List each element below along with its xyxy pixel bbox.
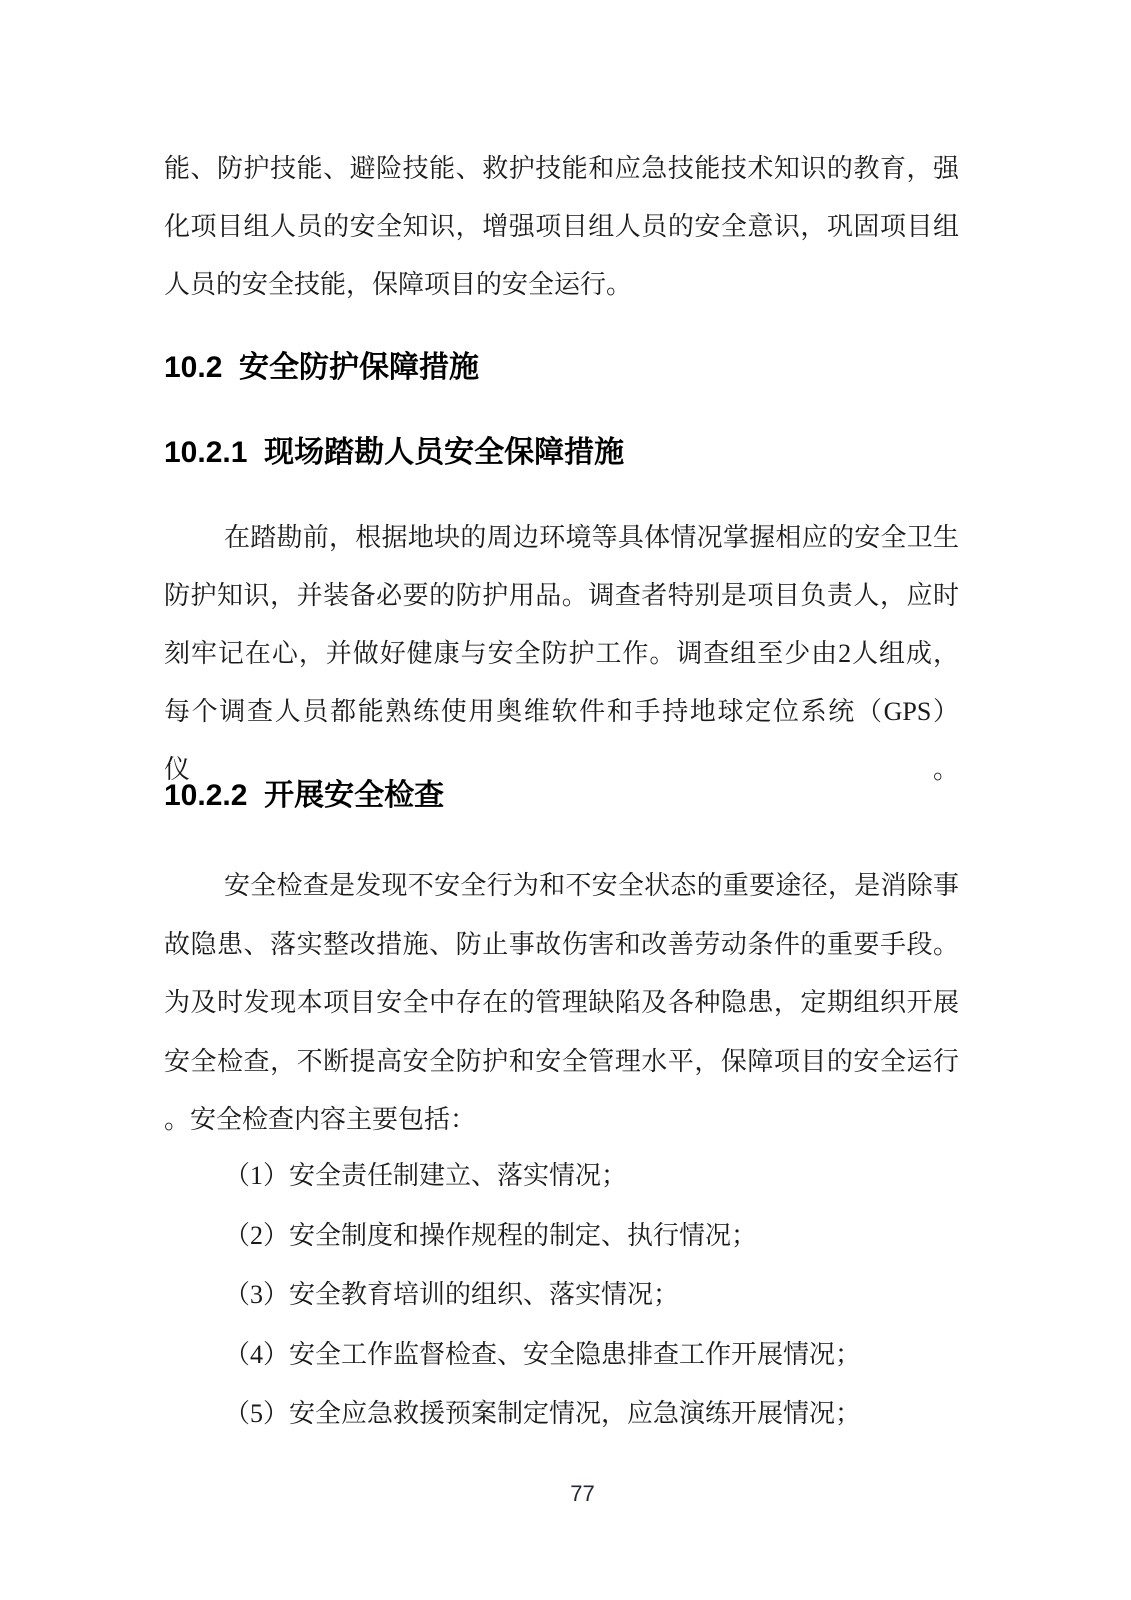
- paragraph-line: 安全检查，不断提高安全防护和安全管理水平，保障项目的安全运行: [164, 1046, 959, 1076]
- paragraph-line: 每个调查人员都能熟练使用奥维软件和手持地球定位系统（GPS）仪。: [164, 697, 959, 784]
- paragraph-line: 刻牢记在心，并做好健康与安全防护工作。调查组至少由2人组成，: [164, 639, 959, 668]
- paragraph-line: 为及时发现本项目安全中存在的管理缺陷及各种隐患，定期组织开展: [164, 988, 959, 1017]
- paragraph-10-2-2: [164, 857, 959, 1150]
- paragraph-line: 。安全检查内容主要包括：: [164, 1105, 477, 1134]
- paragraph-continuation: [164, 140, 959, 314]
- section-heading-10-2-2: 10.2.2 开展安全检查: [164, 779, 445, 812]
- paragraph-line: 化项目组人员的安全知识，增强项目组人员的安全意识，巩固项目组: [164, 212, 959, 241]
- paragraph-line: 在踏勘前，根据地块的周边环境等具体情况掌握相应的安全卫生: [224, 523, 959, 552]
- section-heading-10-2-1: 10.2.1 现场踏勘人员安全保障措施: [164, 436, 625, 469]
- checklist-item: （5）安全应急救援预案制定情况，应急演练开展情况；: [224, 1399, 862, 1428]
- checklist-item: （4）安全工作监督检查、安全隐患排查工作开展情况；: [224, 1339, 862, 1369]
- paragraph-line: 故隐患、落实整改措施、防止事故伤害和改善劳动条件的重要手段。: [164, 929, 959, 959]
- checklist-item: （3）安全教育培训的组织、落实情况；: [224, 1280, 680, 1309]
- page-number: 77: [570, 1481, 595, 1506]
- checklist-item: （1）安全责任制建立、落实情况；: [224, 1161, 628, 1190]
- checklist-item: （2）安全制度和操作规程的制定、执行情况；: [224, 1220, 758, 1250]
- section-heading-10-2: 10.2 安全防护保障措施: [164, 351, 480, 384]
- paragraph-line: 能、防护技能、避险技能、救护技能和应急技能技术知识的教育，强: [164, 154, 959, 183]
- paragraph-line: 人员的安全技能，保障项目的安全运行。: [164, 270, 633, 299]
- paragraph-line: 安全检查是发现不安全行为和不安全状态的重要途径，是消除事: [224, 871, 959, 900]
- paragraph-10-2-1: [164, 509, 959, 799]
- paragraph-line: 防护知识，并装备必要的防护用品。调查者特别是项目负责人，应时: [164, 581, 959, 610]
- safety-check-list: [164, 1146, 959, 1444]
